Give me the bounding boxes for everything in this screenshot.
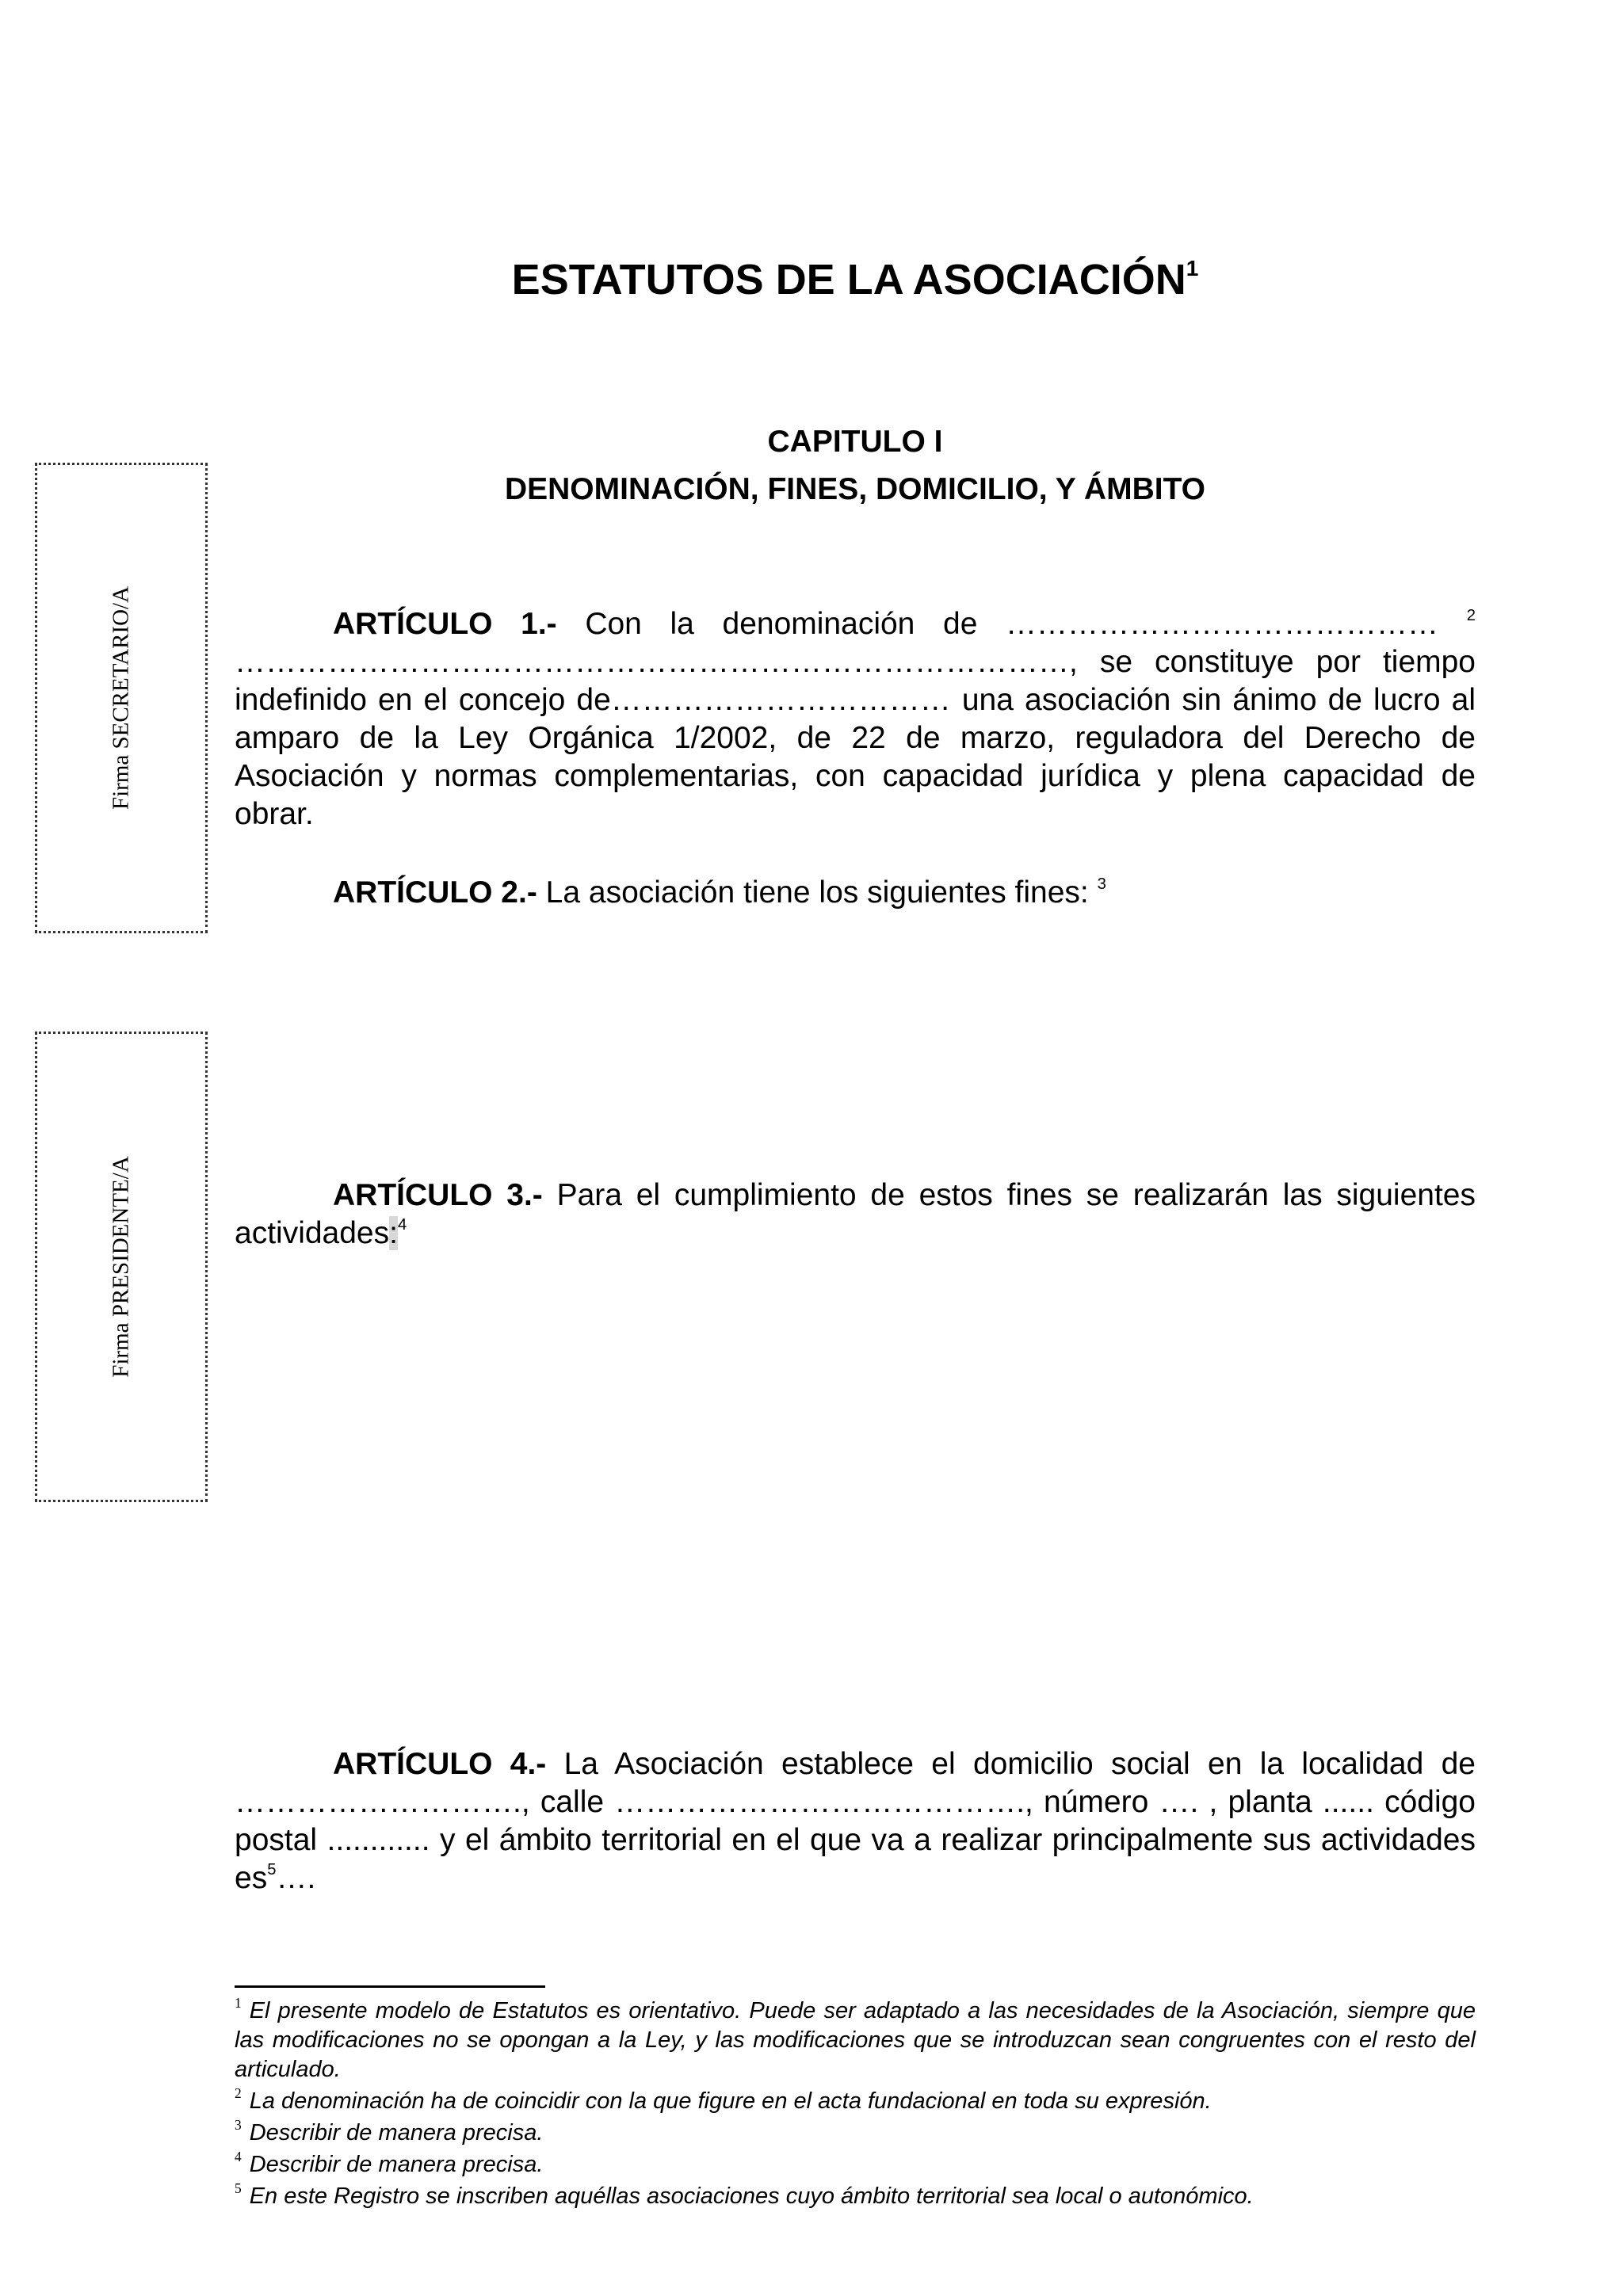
article-4-text-2: …. (276, 1861, 316, 1895)
article-3-label: ARTÍCULO 3.- (333, 1178, 543, 1212)
footnote-number: 1 (235, 1994, 242, 2011)
footnote-text: En este Registro se inscriben aquéllas asociaciones cuyo ámbito territorial sea local o autonómico. (249, 2183, 1254, 2209)
footnote-4 (235, 2150, 1476, 2180)
signature-label-presidente: Firma PRESIDENTE/A (108, 1156, 134, 1378)
footnote-1 (235, 1994, 1476, 2084)
article-1-text-2: ………………………………………………………………………, se constituye por tiempo indefinido en el concejo de…………………………… una asociación sin ánimo de lucro al amparo de la Ley Orgánica 1/2002, de 22 de marzo, reguladora del Derecho de Asociación y normas complementarias, con capacidad jurídica y plena capacidad de obrar. (235, 645, 1476, 831)
footnote-text: Describir de manera precisa. (249, 2152, 544, 2177)
article-2 (235, 874, 1476, 912)
article-3-colon: : (389, 1216, 398, 1250)
article-2-text: La asociación tiene los siguientes fines: (537, 875, 1098, 910)
article-3-text: Para el cumplimiento de estos fines se realizarán las siguientes actividades (235, 1178, 1476, 1250)
footnote-ref-1[interactable]: 1 (1186, 255, 1199, 280)
footnote-text: La denominación ha de coincidir con la que figure en el acta fundacional en toda su expresión. (249, 2088, 1212, 2114)
article-3 (235, 1177, 1476, 1253)
footnote-ref-2[interactable]: 2 (1466, 606, 1476, 624)
article-1-text-1: Con la denominación de …………………………………… (556, 607, 1467, 641)
article-1-label: ARTÍCULO 1.- (333, 607, 557, 641)
footnote-text: El presente modelo de Estatutos es orientativo. Puede ser adaptado a las necesidades de la Asociación, siempre que las modificaciones no se opongan a la Ley, y las modificaciones que se introduzcan sean congruentes con el resto del articulado. (235, 1998, 1476, 2082)
footnote-number: 5 (235, 2180, 242, 2196)
article-1 (235, 605, 1476, 833)
article-4-text-1: La Asociación establece el domicilio social en la localidad de ………………………., calle …………………………………., número …. , planta ...... código postal ............ y el ámbito territorial en el que va a realizar principalmente sus actividades es (235, 1747, 1476, 1895)
signature-box-secretario[interactable] (35, 463, 208, 933)
chapter-heading (235, 418, 1476, 513)
signature-label-secretario: Firma SECRETARIO/A (108, 585, 134, 810)
footnote-text: Describir de manera precisa. (249, 2120, 544, 2145)
signature-box-presidente[interactable] (35, 1032, 208, 1502)
footnote-number: 3 (235, 2116, 242, 2133)
footnote-number: 2 (235, 2084, 242, 2101)
footnote-5 (235, 2182, 1476, 2211)
footnote-ref-5[interactable]: 5 (267, 1860, 277, 1878)
footnote-ref-4[interactable]: 4 (397, 1215, 407, 1234)
article-4 (235, 1745, 1476, 1897)
chapter-number: CAPITULO I (767, 425, 943, 459)
footnote-ref-3[interactable]: 3 (1097, 875, 1106, 893)
article-4-label: ARTÍCULO 4.- (333, 1747, 547, 1781)
article-2-label: ARTÍCULO 2.- (333, 875, 537, 910)
footnote-2 (235, 2084, 1476, 2116)
document-title (235, 252, 1476, 307)
footnote-separator (235, 1985, 545, 1988)
footnote-number: 4 (235, 2148, 242, 2164)
document-title-text: ESTATUTOS DE LA ASOCIACIÓN (511, 256, 1186, 303)
footnotes (235, 1994, 1476, 2214)
chapter-subtitle: DENOMINACIÓN, FINES, DOMICILIO, Y ÁMBITO (504, 472, 1206, 506)
footnote-3 (235, 2116, 1476, 2148)
